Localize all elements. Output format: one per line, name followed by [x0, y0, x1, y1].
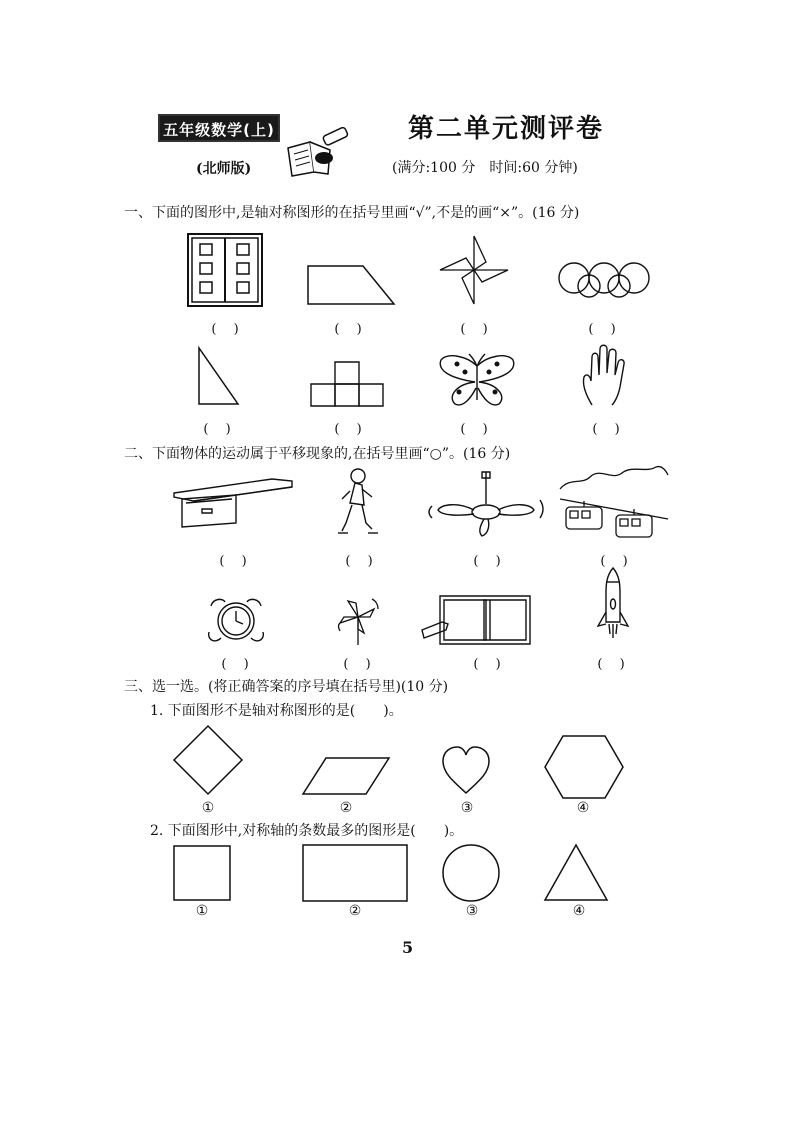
circle-icon [441, 843, 501, 903]
answer-paren[interactable]: ( ) [345, 554, 373, 569]
option-label: ④ [572, 903, 586, 919]
answer-paren[interactable]: ( ) [334, 422, 362, 437]
butterfly-icon [437, 352, 517, 412]
answer-paren[interactable]: ( ) [334, 322, 362, 337]
drawer-icon [172, 475, 294, 541]
parallelogram-icon [300, 755, 392, 797]
ceiling-fan-icon [428, 470, 544, 540]
page-number: 5 [402, 938, 414, 957]
trapezoid-icon [305, 263, 397, 307]
answer-paren[interactable]: ( ) [343, 657, 371, 672]
section-3-heading: 三、选一选。(将正确答案的序号填在括号里)(10 分) [124, 679, 449, 695]
option-label: ③ [465, 903, 479, 919]
option-label: ② [348, 903, 362, 919]
option-label: ① [195, 903, 209, 919]
alarm-clock-icon [205, 596, 267, 646]
answer-paren[interactable]: ( ) [588, 322, 616, 337]
answer-paren[interactable]: ( ) [592, 422, 620, 437]
page-title: 第二单元测评卷 [408, 114, 605, 144]
question-2: 2. 下面图形中,对称轴的条数最多的图形是( )。 [150, 823, 464, 839]
heart-icon [441, 745, 491, 797]
answer-paren[interactable]: ( ) [473, 657, 501, 672]
right-triangle-icon [196, 345, 242, 407]
pinwheel-icon [436, 232, 512, 308]
score-time-info: (满分:100 分 时间:60 分钟) [392, 160, 578, 176]
diamond-icon [172, 724, 244, 796]
section-1-heading: 一、下面的图形中,是轴对称图形的在括号里画“√”,不是的画“×”。(16 分) [124, 205, 580, 221]
rectangle-icon [301, 843, 409, 903]
answer-paren[interactable]: ( ) [600, 554, 628, 569]
grade-badge: 五年级数学(上) [158, 114, 280, 142]
question-1: 1. 下面图形不是轴对称图形的是( )。 [150, 703, 403, 719]
option-label: ③ [460, 800, 474, 816]
answer-paren[interactable]: ( ) [219, 554, 247, 569]
cross-blocks-icon [308, 360, 386, 408]
book-pen-icon [284, 128, 354, 178]
answer-paren[interactable]: ( ) [460, 322, 488, 337]
edition-label: (北师版) [196, 161, 252, 177]
sliding-window-icon [420, 594, 532, 646]
answer-paren[interactable]: ( ) [211, 322, 239, 337]
answer-paren[interactable]: ( ) [597, 657, 625, 672]
skater-icon [338, 467, 380, 539]
hexagon-icon [543, 734, 625, 800]
rocket-icon [596, 566, 630, 640]
olympic-rings-icon [556, 260, 654, 300]
cable-car-icon [560, 463, 668, 541]
answer-paren[interactable]: ( ) [460, 422, 488, 437]
triangle-icon [543, 843, 609, 903]
answer-paren[interactable]: ( ) [221, 657, 249, 672]
option-label: ① [201, 800, 215, 816]
window-icon [187, 233, 263, 307]
section-2-heading: 二、下面物体的运动属于平移现象的,在括号里画“○”。(16 分) [124, 446, 511, 462]
answer-paren[interactable]: ( ) [473, 554, 501, 569]
windmill-icon [334, 597, 382, 647]
option-label: ② [339, 800, 353, 816]
answer-paren[interactable]: ( ) [203, 422, 231, 437]
square-icon [172, 844, 232, 902]
hand-icon [578, 343, 630, 409]
option-label: ④ [576, 800, 590, 816]
